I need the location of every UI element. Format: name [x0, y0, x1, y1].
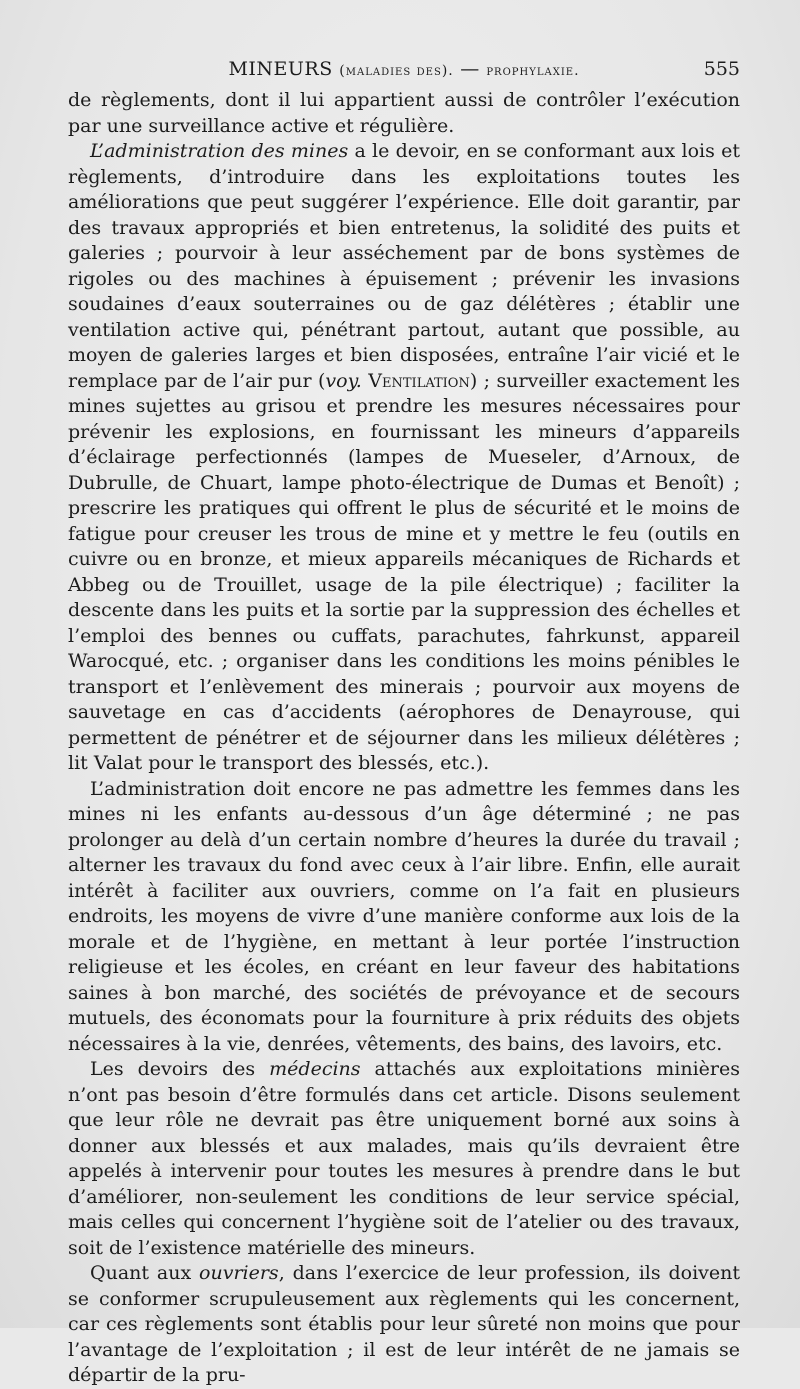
text-run: L’administration doit encore ne pas admettre les femmes dans les mines ni les enfants au-dessous d’un âge déterminé ; ne pas prolonger au delà d’un certain nombre d’heures la durée du travail ; alterner les travaux du fond avec ceux à l’air libre. Enfin, elle aurait intérêt à faciliter aux ouvriers, comme on l’a fait en plusieurs endroits, les moyens de vivre d’une manière conforme aux lois de la morale et de l’hygiène, en mettant à leur portée l’instruction religieuse et les écoles, en créant en leur faveur des habitations saines à bon marché, des sociétés de prévoyance et de secours mutuels, des économats pour la fourniture à prix réduits des objets nécessaires à la vie, denrées, vêtements, des bains, des lavoirs, etc.	[68, 777, 740, 1055]
paragraph	[68, 1261, 740, 1389]
text-run: ) ; surveiller exactement les mines sujettes au grisou et prendre les mesures nécessaires pour prévenir les explosions, en fournissant les mineurs d’appareils d’éclairage perfectionnés (lampes de Mueseler, d’Arnoux, de Dubrulle, de Chuart, lampe photo-électrique de Dumas et Benoît) ; prescrire les pratiques qui offrent le plus de sécurité et le moins de fatigue pour creuser les trous de mine et y mettre le feu (outils en cuivre ou en bronze, et mieux appareils mécaniques de Richards et Abbeg ou de Trouillet, usage de la pile électrique) ; faciliter la descente dans les puits et la sortie par la suppression des échelles et l’emploi des bennes ou cuffats, parachutes, fahrkunst, appareil Warocqué, etc. ; organiser dans les conditions les moins pénibles le transport et l’enlèvement des minerais ; pourvoir aux moyens de sauvetage en cas d’accidents (aérophores de Denayrouse, qui permettent de pénétrer et de séjourner dans les milieux délétères ; lit Valat pour le transport des blessés, etc.).	[68, 369, 740, 774]
title-main: MINEURS	[228, 58, 333, 80]
title-paren: (maladies des).	[339, 63, 454, 79]
paragraph	[68, 777, 740, 1058]
text-run: a le devoir, en se conformant aux lois et règlements, d’introduire dans les exploitations toutes les améliorations que peut suggérer l’expérience. Elle doit garantir, par des travaux appropriés et bien entretenus, la solidité des puits et galeries ; pourvoir à leur asséchement par de bons systèmes de rigoles ou des machines à épuisement ; prévenir les invasions soudaines d’eaux souterraines ou de gaz délétères ; établir une ventilation active qui, pénétrant partout, autant que possible, au moyen de galeries larges et bien disposées, entraîne l’air vicié et le remplace par de l’air pur (	[68, 140, 740, 392]
body-text	[68, 88, 740, 1389]
text-run: Les devoirs des	[90, 1058, 270, 1080]
text-run: attachés aux exploitations minières n’ont pas besoin d’être formulés dans cet article. Disons seulement que leur rôle ne devrait pas être uniquement borné aux soins à donner aux blessés et aux malades, mais qu’ils devraient être appelés à intervenir pour toutes les mesures à prendre dans le but d’améliorer, non-seulement les conditions de leur service spécial, mais celles qui concernent l’hygiène soit de l’atelier ou des travaux, soit de l’existence matérielle des mineurs.	[68, 1058, 740, 1259]
title-dash: —	[460, 58, 480, 80]
italic-text: administration des mines	[104, 140, 349, 162]
text-run: de règlements, dont il lui appartient aussi de contrôler l’exécution par une surveillance active et régulière.	[68, 89, 740, 137]
running-header	[68, 58, 740, 86]
text-run: , dans l’exercice de leur profession, ils doivent se conformer scrupuleusement aux règlements qui les concernent, car ces règlements sont établis pour leur sûreté non moins que pour l’avantage de l’exploitation ; il est de leur intérêt de ne jamais se départir de la pru-	[68, 1262, 740, 1386]
italic-text: ouvriers	[199, 1262, 279, 1284]
paragraph	[68, 88, 740, 139]
paragraph	[68, 139, 740, 777]
paragraph	[68, 1057, 740, 1261]
italic-text: voy.	[325, 369, 362, 392]
page-number: 555	[703, 58, 740, 80]
running-title	[68, 58, 740, 80]
title-topic: prophylaxie.	[486, 63, 580, 79]
italic-text: médecins	[269, 1058, 361, 1080]
text-run: Quant aux	[90, 1262, 200, 1284]
italic-text: L’	[90, 140, 105, 162]
small-caps-text: Ventilation	[368, 369, 470, 392]
